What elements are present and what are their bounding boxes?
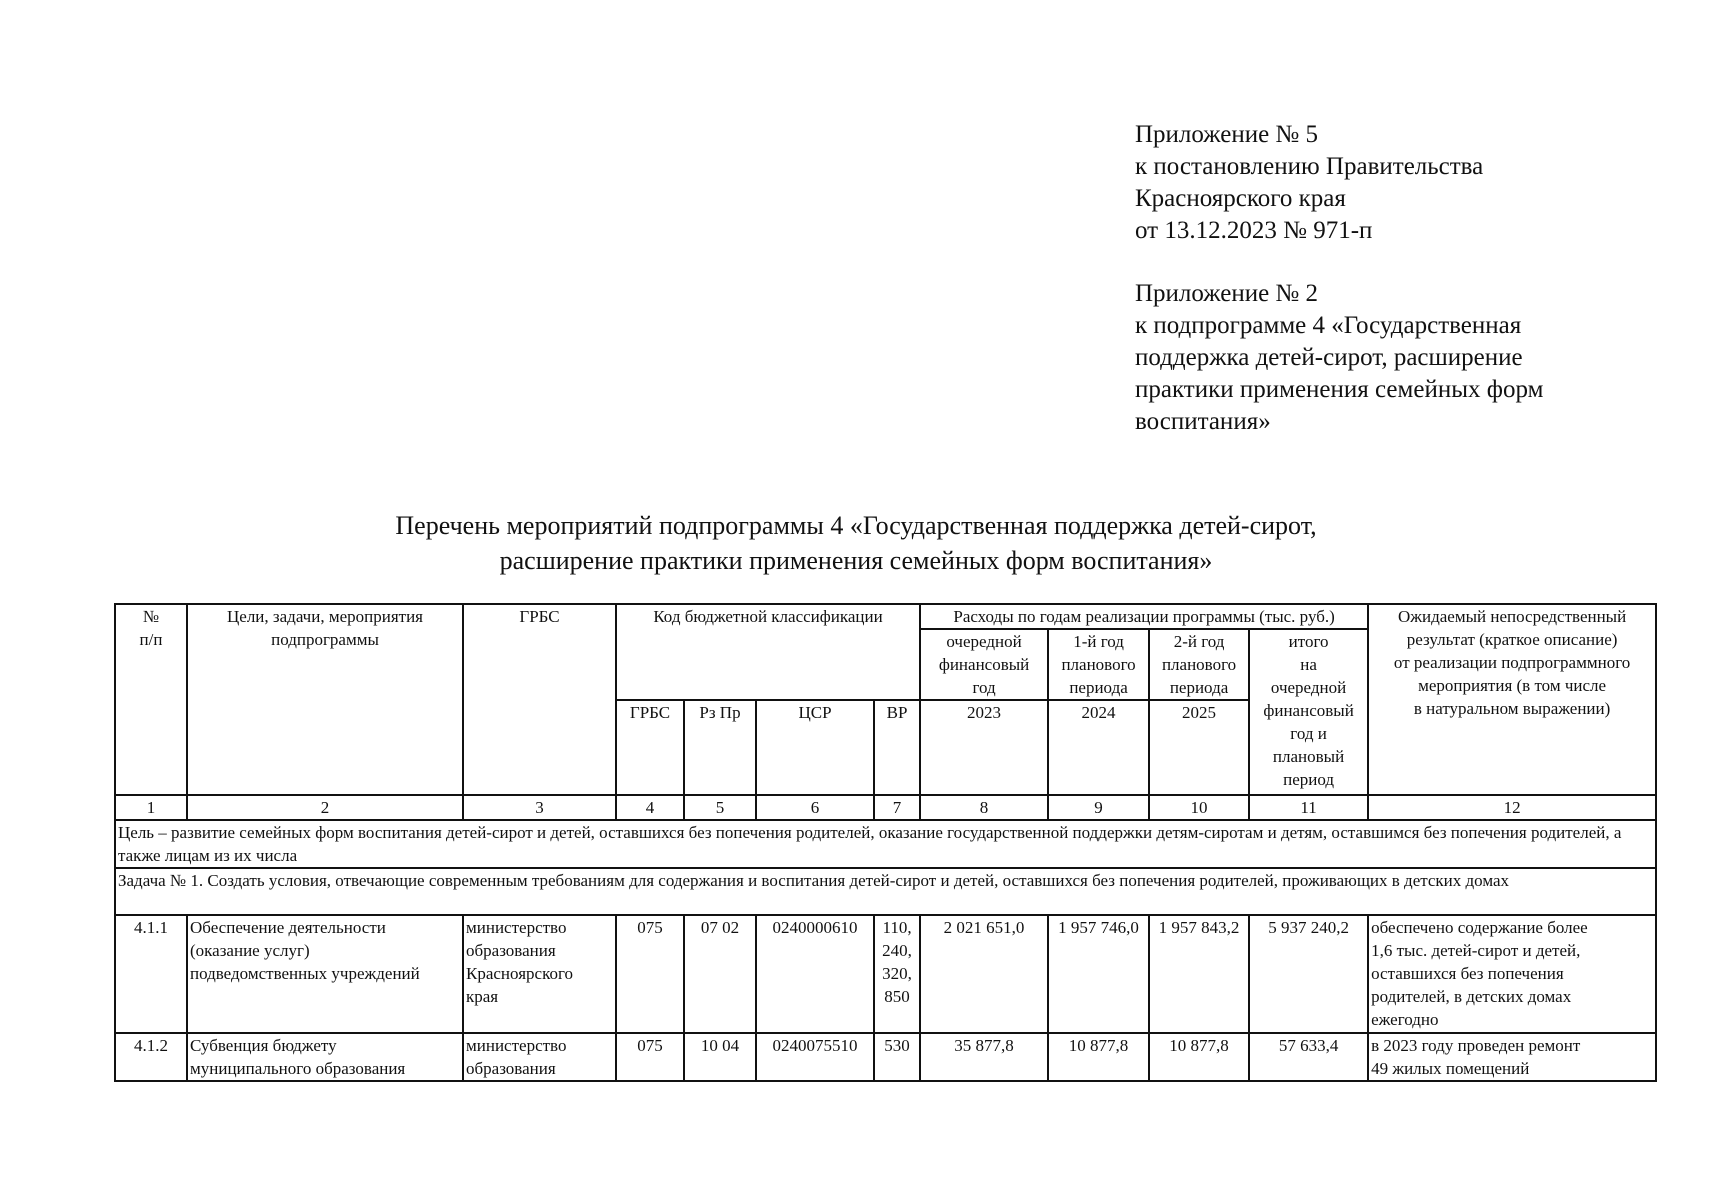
document-title bbox=[0, 508, 1712, 578]
row-vr: 110, 240, 320, 850 bbox=[874, 915, 920, 1033]
row-2024: 1 957 746,0 bbox=[1048, 915, 1149, 1033]
column-number: 11 bbox=[1249, 795, 1368, 820]
header-sub-vr: ВР bbox=[874, 700, 920, 795]
header-sub-grbs: ГРБС bbox=[616, 700, 684, 795]
goal-text: Цель – развитие семейных форм воспитания детей-сирот и детей, оставшихся без попечения родителей, оказание государственной поддержки детям-сиротам и детям, оставшимся без попечения родителей, а также лицам из их числа bbox=[115, 820, 1656, 868]
header-year-2023: 2023 bbox=[920, 700, 1048, 795]
header-year-plan2: 2-й год планового периода bbox=[1149, 629, 1249, 700]
header-result: Ожидаемый непосредственный результат (краткое описание) от реализации подпрограммного мероприятия (в том числе в натуральном выражении) bbox=[1368, 604, 1656, 795]
row-result: обеспечено содержание более 1,6 тыс. детей-сирот и детей, оставшихся без попечения родителей, в детских домах ежегодно bbox=[1368, 915, 1656, 1033]
row-total: 57 633,4 bbox=[1249, 1033, 1368, 1081]
header-grbs: ГРБС bbox=[463, 604, 616, 795]
row-rzpr: 10 04 bbox=[684, 1033, 756, 1081]
task-row bbox=[115, 868, 1656, 915]
appendix-2-block bbox=[1135, 278, 1543, 438]
task-text: Задача № 1. Создать условия, отвечающие современным требованиям для содержания и воспитания детей-сирот и детей, оставшихся без попечения родителей, проживающих в детских домах bbox=[115, 868, 1656, 915]
appendix-2-line: к подпрограмме 4 «Государственная bbox=[1135, 312, 1522, 339]
header-year-current: очередной финансовый год bbox=[920, 629, 1048, 700]
row-grbs-code: 075 bbox=[616, 915, 684, 1033]
appendix-5-line: Приложение № 5 bbox=[1135, 121, 1319, 148]
header-row-1 bbox=[115, 604, 1656, 629]
header-goals: Цели, задачи, мероприятия подпрограммы bbox=[187, 604, 463, 795]
header-year-2025: 2025 bbox=[1149, 700, 1249, 795]
column-number: 10 bbox=[1149, 795, 1249, 820]
column-number: 3 bbox=[463, 795, 616, 820]
appendix-2-line: воспитания» bbox=[1135, 408, 1271, 435]
header-year-2024: 2024 bbox=[1048, 700, 1149, 795]
goal-row bbox=[115, 820, 1656, 868]
header-total: итого на очередной финансовый год и плановый период bbox=[1249, 629, 1368, 795]
row-csr: 0240075510 bbox=[756, 1033, 874, 1081]
header-num: № п/п bbox=[115, 604, 187, 795]
appendix-2-line: поддержка детей-сирот, расширение bbox=[1135, 344, 1523, 371]
row-csr: 0240000610 bbox=[756, 915, 874, 1033]
row-2023: 2 021 651,0 bbox=[920, 915, 1048, 1033]
appendix-2-line: Приложение № 2 bbox=[1135, 280, 1319, 307]
column-number: 7 bbox=[874, 795, 920, 820]
row-2024: 10 877,8 bbox=[1048, 1033, 1149, 1081]
row-rzpr: 07 02 bbox=[684, 915, 756, 1033]
row-2025: 1 957 843,2 bbox=[1149, 915, 1249, 1033]
column-number: 1 bbox=[115, 795, 187, 820]
row-name: Субвенция бюджету муниципального образования bbox=[187, 1033, 463, 1081]
row-name: Обеспечение деятельности (оказание услуг) подведомственных учреждений bbox=[187, 915, 463, 1033]
header-sub-rzpr: Рз Пр bbox=[684, 700, 756, 795]
title-line: Перечень мероприятий подпрограммы 4 «Государственная поддержка детей-сирот, bbox=[395, 511, 1317, 540]
row-num: 4.1.1 bbox=[115, 915, 187, 1033]
appendix-5-block bbox=[1135, 119, 1483, 247]
row-result: в 2023 году проведен ремонт 49 жилых помещений bbox=[1368, 1033, 1656, 1081]
title-line: расширение практики применения семейных форм воспитания» bbox=[499, 546, 1213, 575]
header-year-plan1: 1-й год планового периода bbox=[1048, 629, 1149, 700]
column-number: 8 bbox=[920, 795, 1048, 820]
header-expenses: Расходы по годам реализации программы (тыс. руб.) bbox=[920, 604, 1368, 629]
header-sub-csr: ЦСР bbox=[756, 700, 874, 795]
column-numbers-row bbox=[115, 795, 1656, 820]
appendix-5-line: от 13.12.2023 № 971-п bbox=[1135, 217, 1373, 244]
column-number: 9 bbox=[1048, 795, 1149, 820]
appendix-5-line: Красноярского края bbox=[1135, 185, 1346, 212]
row-grbs-name: министерство образования bbox=[463, 1033, 616, 1081]
column-number: 6 bbox=[756, 795, 874, 820]
row-grbs-code: 075 bbox=[616, 1033, 684, 1081]
table-row bbox=[115, 915, 1656, 1033]
column-number: 12 bbox=[1368, 795, 1656, 820]
row-total: 5 937 240,2 bbox=[1249, 915, 1368, 1033]
appendix-2-line: практики применения семейных форм bbox=[1135, 376, 1544, 403]
row-2025: 10 877,8 bbox=[1149, 1033, 1249, 1081]
row-2023: 35 877,8 bbox=[920, 1033, 1048, 1081]
row-grbs-name: министерство образования Красноярского края bbox=[463, 915, 616, 1033]
activities-table bbox=[114, 603, 1657, 1082]
table-row bbox=[115, 1033, 1656, 1081]
column-number: 2 bbox=[187, 795, 463, 820]
header-kbk: Код бюджетной классификации bbox=[616, 604, 920, 700]
column-number: 4 bbox=[616, 795, 684, 820]
row-num: 4.1.2 bbox=[115, 1033, 187, 1081]
appendix-5-line: к постановлению Правительства bbox=[1135, 153, 1484, 180]
row-vr: 530 bbox=[874, 1033, 920, 1081]
column-number: 5 bbox=[684, 795, 756, 820]
